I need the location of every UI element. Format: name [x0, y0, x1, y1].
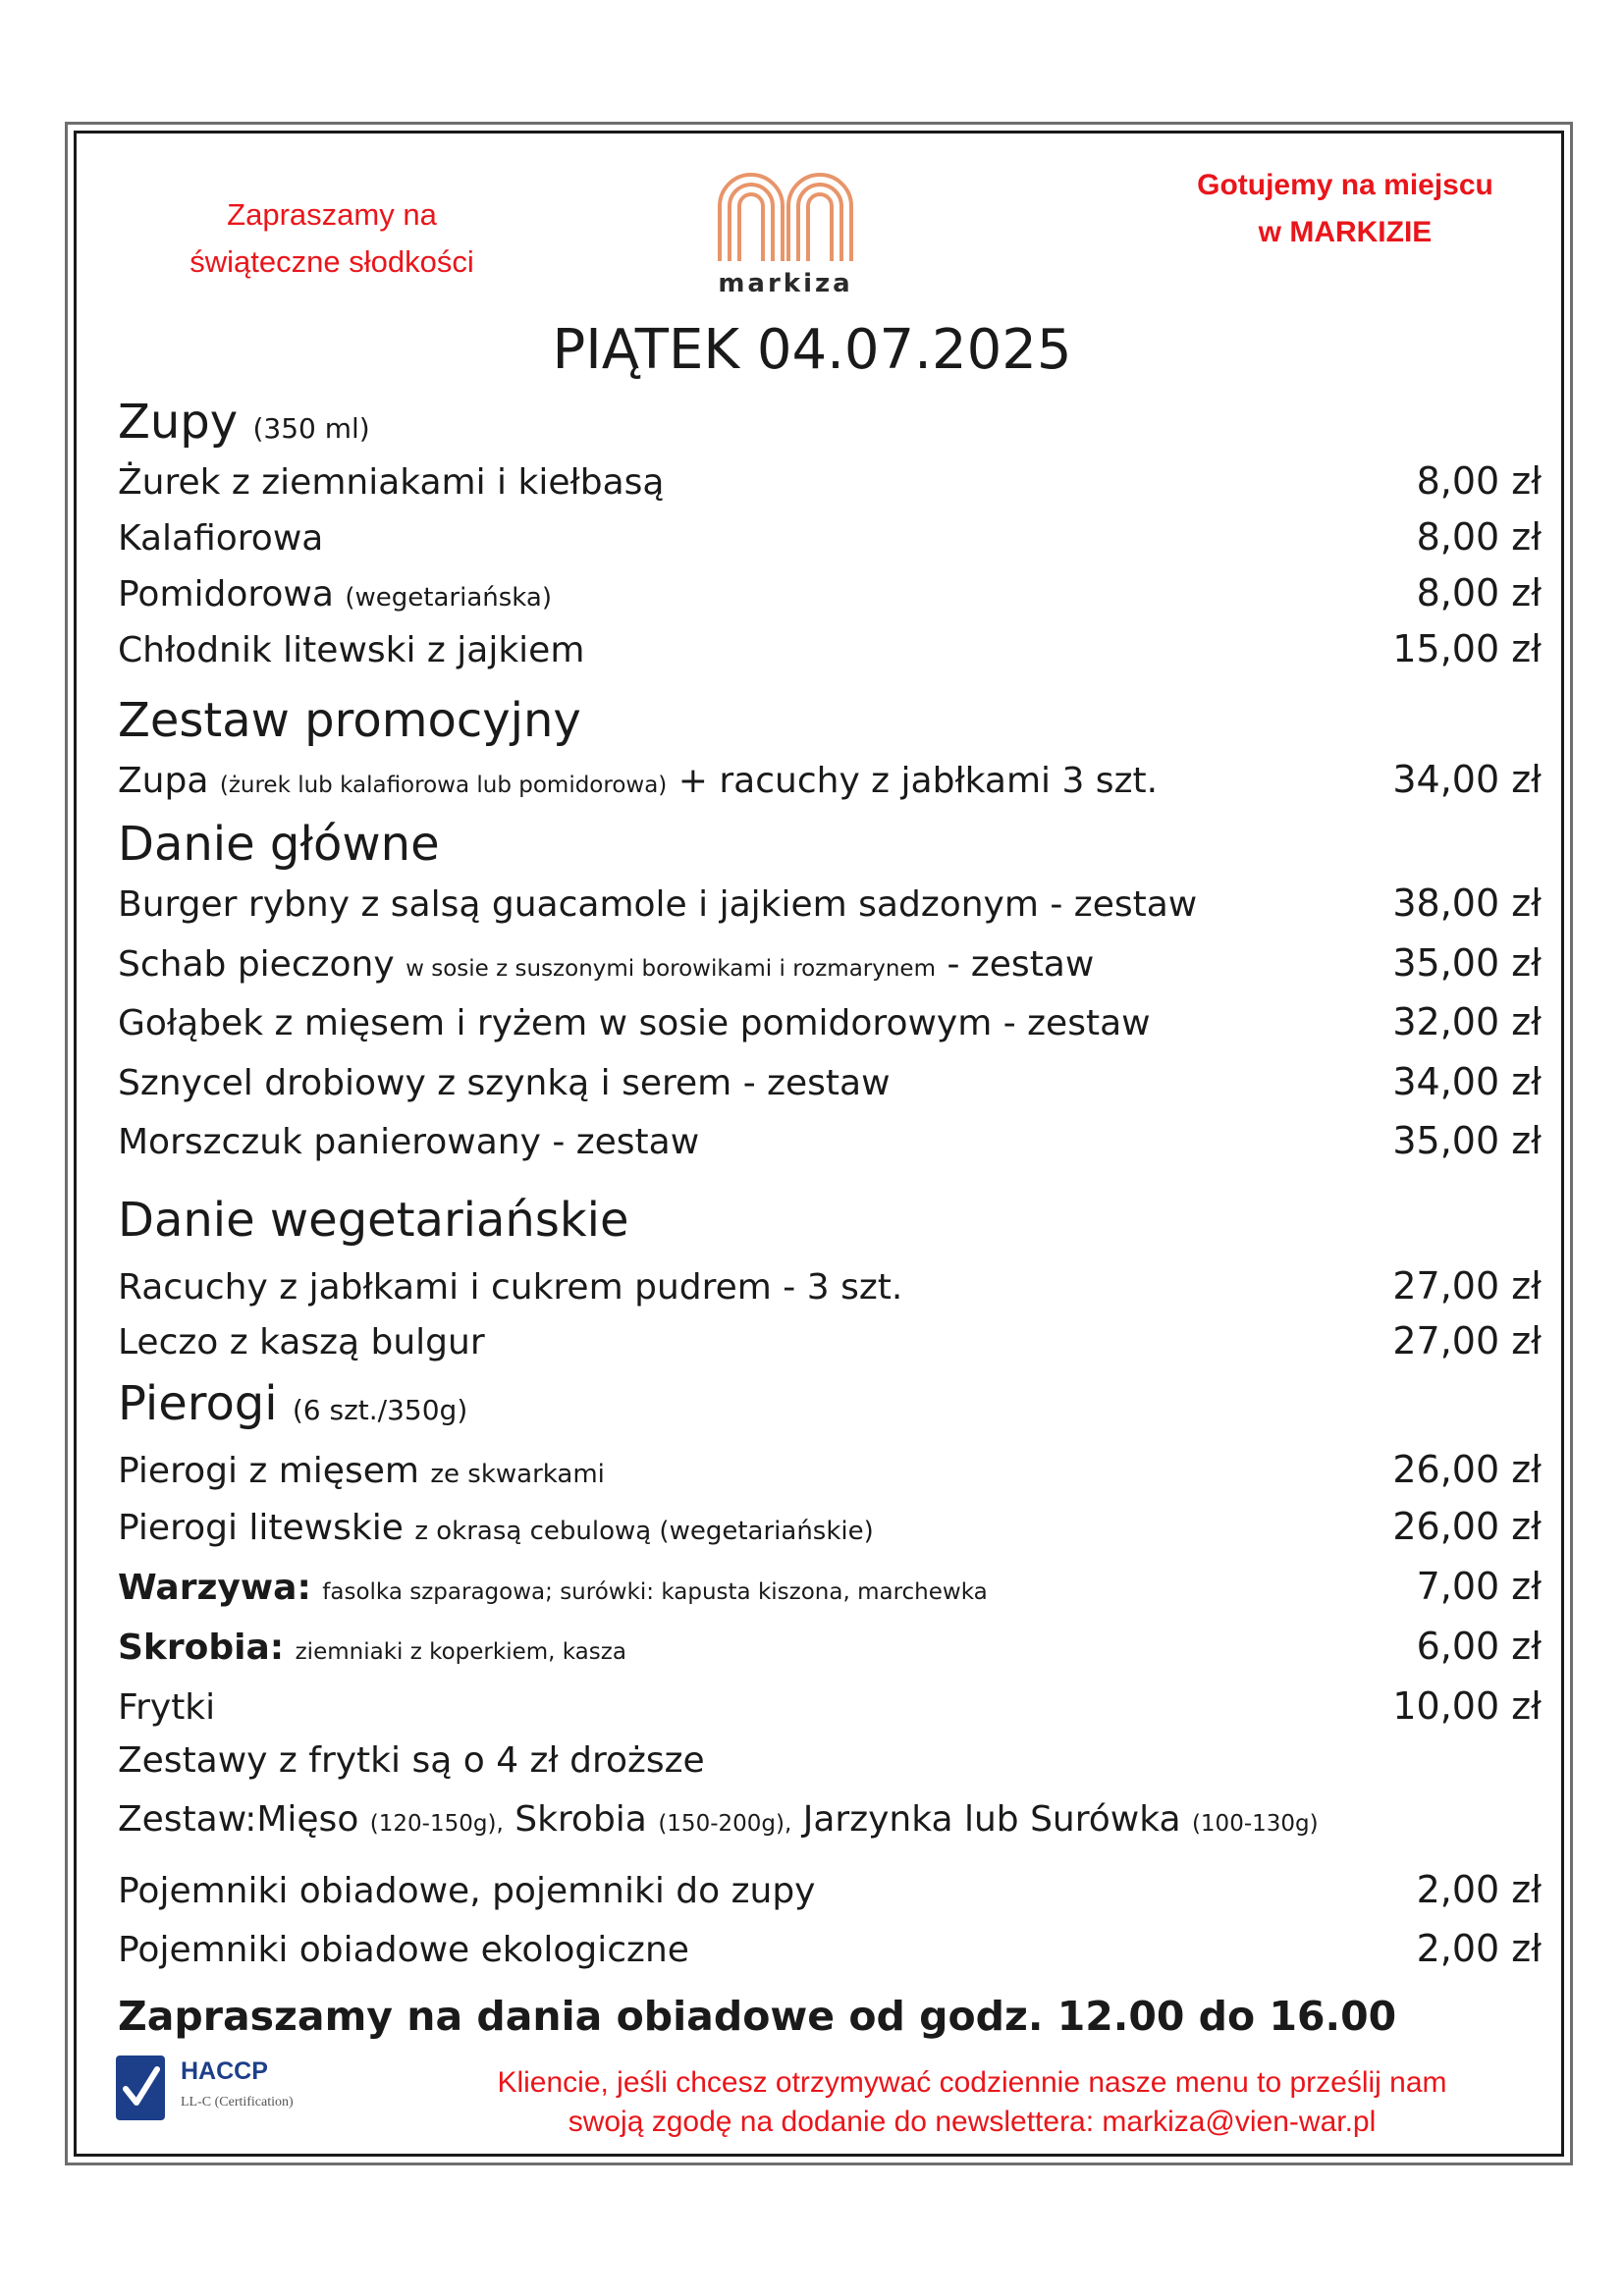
menu-item [118, 1264, 1542, 1308]
set-part-3-note: (100-130g) [1191, 1811, 1319, 1837]
item-name-wrapper [118, 1568, 988, 1608]
item-name-wrapper [118, 1508, 874, 1548]
menu-item-promo [118, 758, 1542, 801]
menu-item [118, 459, 1542, 503]
menu-item [118, 1000, 1542, 1043]
item-price: 15,00 zł [1392, 627, 1542, 670]
item-name: Pojemniki obiadowe ekologiczne [118, 1930, 689, 1970]
item-price: 26,00 zł [1392, 1505, 1542, 1548]
cooking-note [1149, 162, 1542, 256]
item-label: Warzywa: [118, 1568, 311, 1608]
set-part-1: Zestaw:Mięso [118, 1799, 359, 1840]
item-price: 35,00 zł [1392, 941, 1542, 985]
set-part-2: Skrobia [514, 1799, 647, 1840]
section-heading-promo: Zestaw promocyjny [118, 693, 581, 748]
item-name: Schab pieczony [118, 944, 395, 985]
section-heading-mains: Danie główne [118, 817, 440, 872]
cooking-line-2: w MARKIZIE [1258, 216, 1433, 248]
item-price: 35,00 zł [1392, 1119, 1542, 1162]
item-name: Frytki [118, 1687, 216, 1728]
menu-item [118, 515, 1542, 559]
frytki-note-row [118, 1740, 1542, 1781]
menu-item [118, 627, 1542, 670]
frytki-note: Zestawy z frytki są o 4 zł droższe [118, 1740, 705, 1781]
lunch-hours: Zapraszamy na dania obiadowe od godz. 12.00 do 16.00 [118, 1993, 1397, 2040]
item-name: Kalafiorowa [118, 518, 324, 559]
set-part-3: Jarzynka lub Surówka [802, 1799, 1181, 1840]
haccp-label: HACCP [181, 2057, 268, 2085]
menu-item [118, 941, 1542, 985]
item-price: 8,00 zł [1416, 515, 1542, 559]
item-name-tail: - zestaw [947, 944, 1095, 985]
item-note: fasolka szparagowa; surówki: kapusta kiszona, marchewka [322, 1579, 988, 1605]
sweets-line-1: Zapraszamy na [227, 197, 437, 232]
soups-heading: Zupy [118, 395, 239, 450]
item-price: 34,00 zł [1392, 758, 1542, 801]
pierogi-heading-note: (6 szt./350g) [292, 1394, 468, 1426]
item-name: Sznycel drobiowy z szynką i serem - zestaw [118, 1063, 891, 1103]
newsletter-line-2: swoją zgodę na dodanie do newslettera: markiza@vien-war.pl [568, 2106, 1377, 2138]
sweets-invitation [145, 191, 518, 286]
item-name: Żurek z ziemniakami i kiełbasą [118, 462, 665, 503]
cooking-line-1: Gotujemy na miejscu [1197, 169, 1493, 201]
item-price: 7,00 zł [1416, 1565, 1542, 1608]
item-name: Pierogi litewskie [118, 1508, 404, 1548]
item-label: Skrobia: [118, 1628, 285, 1668]
section-heading-pierogi [118, 1376, 467, 1431]
menu-item-frytki [118, 1684, 1542, 1728]
item-price: 8,00 zł [1416, 459, 1542, 503]
markiza-logo-icon [712, 167, 859, 265]
item-price: 6,00 zł [1416, 1625, 1542, 1668]
menu-item-warzywa [118, 1565, 1542, 1608]
set-composition-row [118, 1799, 1542, 1840]
item-name: Pojemniki obiadowe, pojemniki do zupy [118, 1871, 816, 1911]
item-name: Pierogi z mięsem [118, 1451, 419, 1491]
menu-item [118, 1119, 1542, 1162]
soups-heading-note: (350 ml) [252, 412, 370, 445]
item-name: Pomidorowa [118, 574, 334, 614]
sweets-line-2: świąteczne słodkości [189, 244, 474, 279]
menu-item [118, 1868, 1542, 1911]
menu-item [118, 1448, 1542, 1491]
item-name-wrapper [118, 574, 552, 614]
menu-item-skrobia [118, 1625, 1542, 1668]
item-name: Morszczuk panierowany - zestaw [118, 1122, 700, 1162]
item-name: Chłodnik litewski z jajkiem [118, 630, 585, 670]
item-price: 2,00 zł [1416, 1927, 1542, 1970]
item-note: z okrasą cebulową (wegetariańskie) [414, 1517, 874, 1546]
item-price: 10,00 zł [1392, 1684, 1542, 1728]
haccp-check-icon [116, 2056, 165, 2120]
item-price: 2,00 zł [1416, 1868, 1542, 1911]
item-name: Racuchy z jabłkami i cukrem pudrem - 3 szt. [118, 1267, 903, 1308]
item-note: (wegetariańska) [345, 583, 552, 613]
section-heading-soups [118, 395, 370, 450]
page-title: PIĄTEK 04.07.2025 [552, 318, 1072, 382]
menu-item [118, 881, 1542, 925]
item-price: 38,00 zł [1392, 881, 1542, 925]
item-note: ze skwarkami [430, 1460, 605, 1489]
newsletter-note [412, 2063, 1532, 2142]
item-price: 8,00 zł [1416, 571, 1542, 614]
menu-item [118, 571, 1542, 614]
item-name-wrapper [118, 944, 1094, 985]
section-heading-vegetarian: Danie wegetariańskie [118, 1193, 629, 1248]
item-name-wrapper [118, 1628, 626, 1668]
item-note: (żurek lub kalafiorowa lub pomidorowa) [219, 773, 668, 798]
item-name: Leczo z kaszą bulgur [118, 1322, 485, 1362]
item-name-wrapper [118, 1451, 605, 1491]
menu-item [118, 1505, 1542, 1548]
set-part-1-note: (120-150g), [369, 1811, 504, 1837]
item-name: Zupa [118, 761, 209, 801]
menu-item [118, 1927, 1542, 1970]
item-price: 34,00 zł [1392, 1060, 1542, 1103]
menu-item [118, 1319, 1542, 1362]
newsletter-line-1: Kliencie, jeśli chcesz otrzymywać codziennie nasze menu to prześlij nam [497, 2066, 1447, 2099]
pierogi-heading: Pierogi [118, 1376, 278, 1431]
menu-item [118, 1060, 1542, 1103]
item-price: 27,00 zł [1392, 1319, 1542, 1362]
item-price: 26,00 zł [1392, 1448, 1542, 1491]
logo-text: markiza [718, 269, 853, 298]
item-name: Burger rybny z salsą guacamole i jajkiem sadzonym - zestaw [118, 884, 1198, 925]
markiza-logo [712, 167, 859, 298]
item-name: Gołąbek z mięsem i ryżem w sosie pomidorowym - zestaw [118, 1003, 1151, 1043]
set-composition [118, 1799, 1319, 1840]
item-price: 32,00 zł [1392, 1000, 1542, 1043]
item-name-extra: + racuchy z jabłkami 3 szt. [677, 761, 1159, 801]
item-name-wrapper [118, 761, 1158, 801]
set-part-2-note: (150-200g), [658, 1811, 792, 1837]
item-note: ziemniaki z koperkiem, kasza [295, 1639, 626, 1665]
haccp-sub-label: LL-C (Certification) [181, 2095, 294, 2109]
item-price: 27,00 zł [1392, 1264, 1542, 1308]
item-note: w sosie z suszonymi borowikami i rozmarynem [406, 956, 936, 982]
haccp-badge [116, 2056, 342, 2124]
